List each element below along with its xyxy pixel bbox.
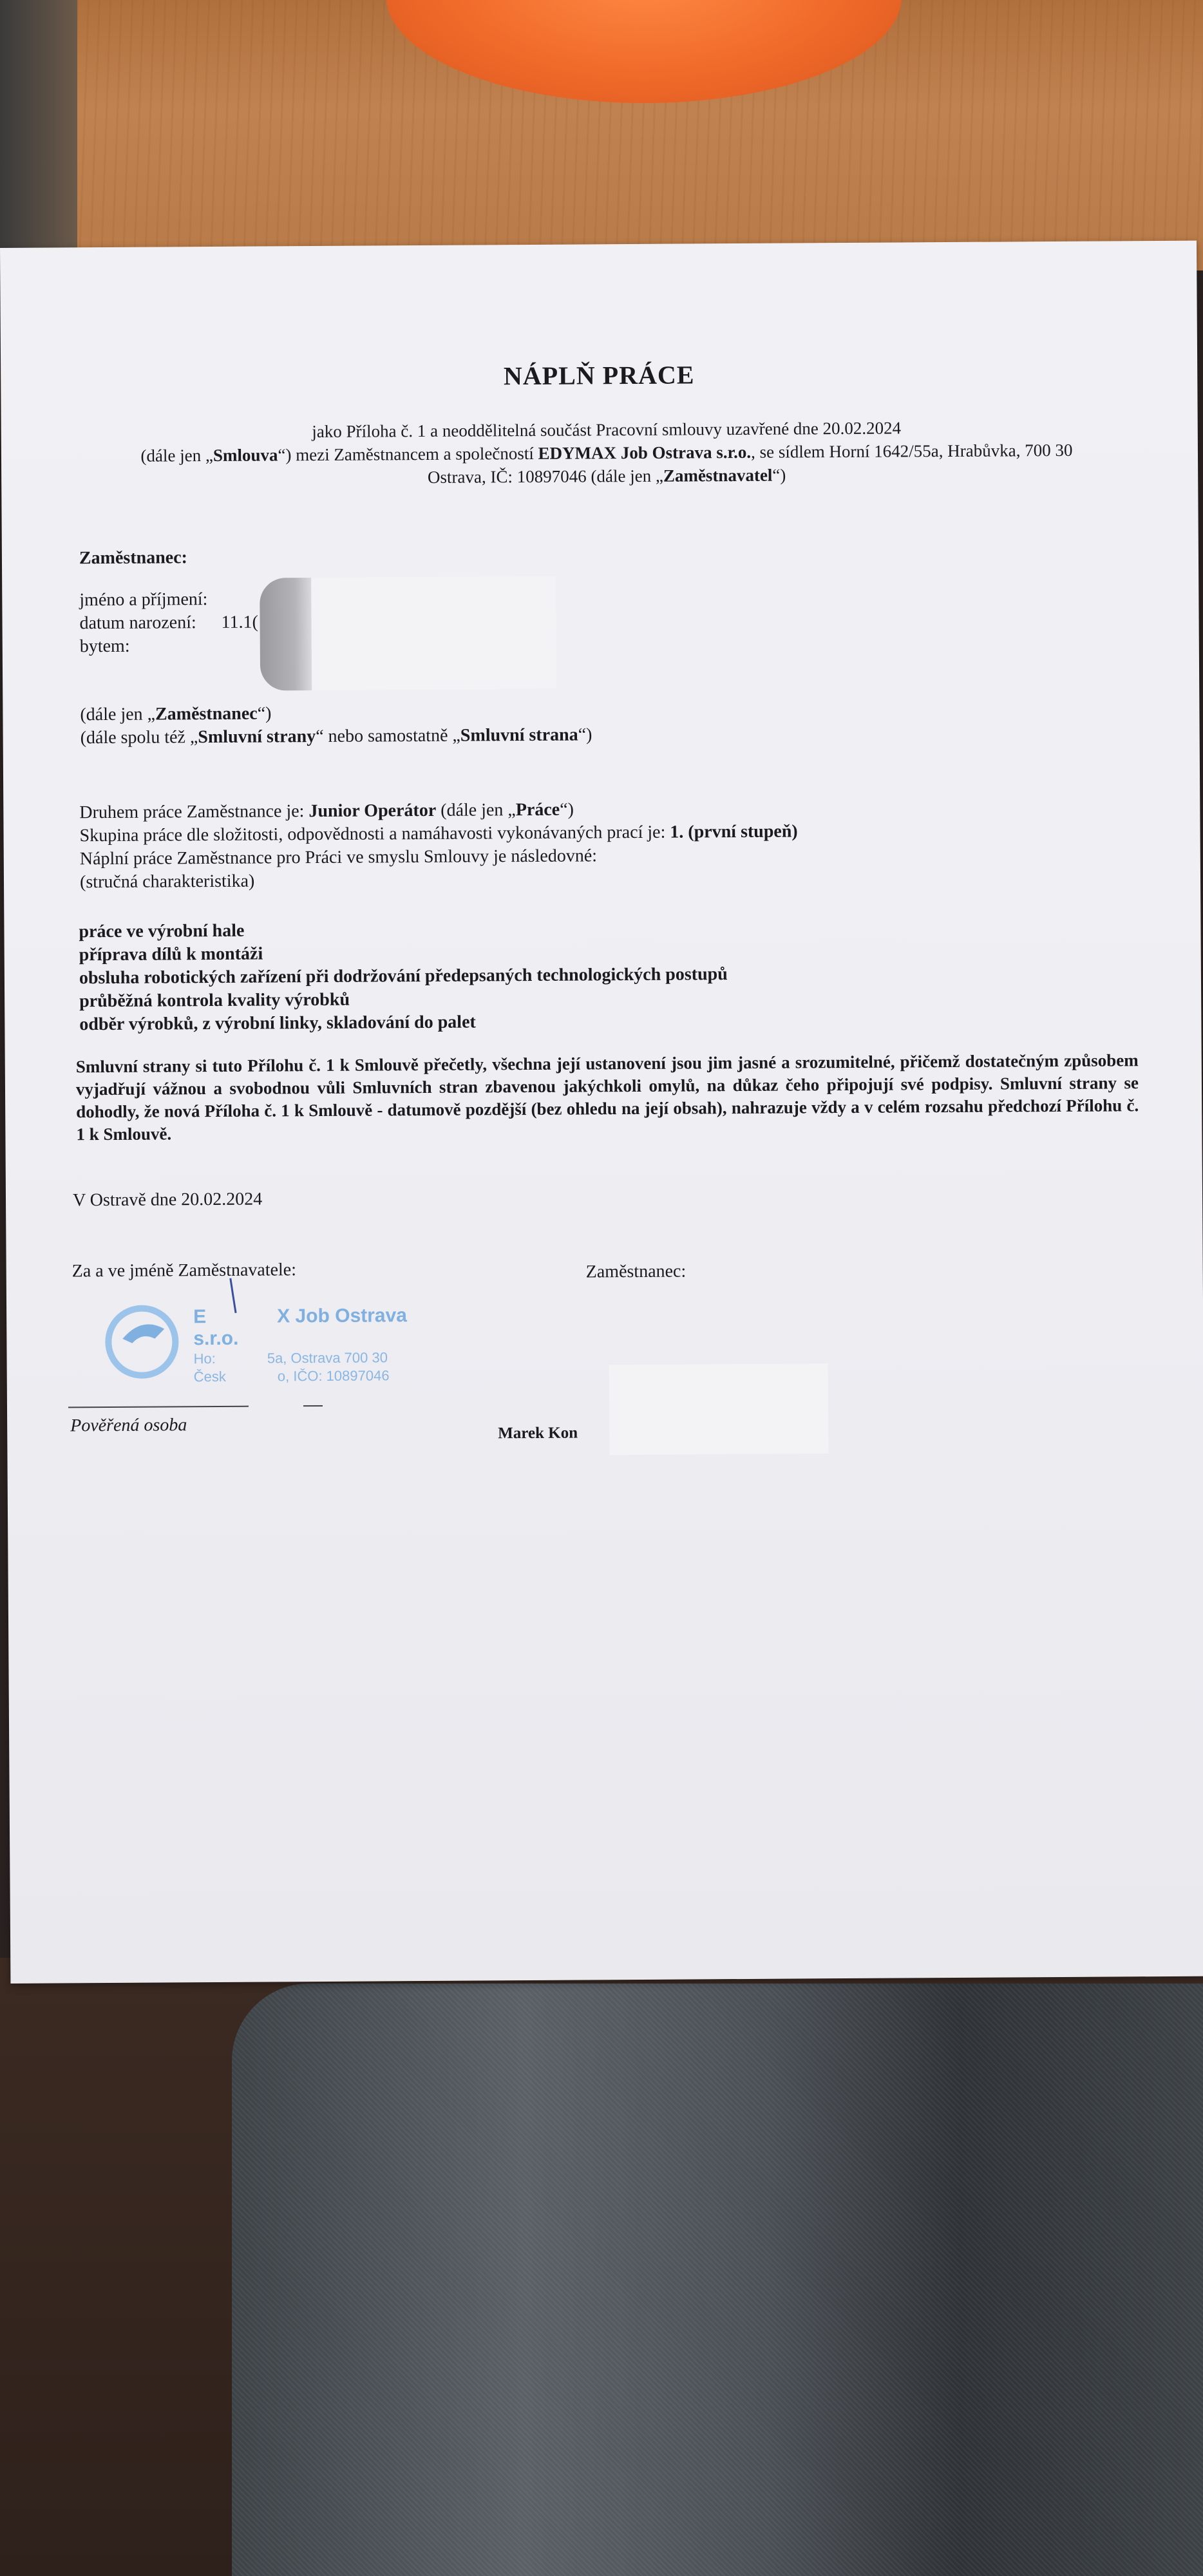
intro-text: Ostrava, IČ: 10897046 (dále jen „: [427, 466, 663, 487]
stamp-address: [193, 1349, 438, 1368]
company-stamp: [103, 1302, 439, 1387]
employee-alias: [80, 702, 271, 726]
duty-item: obsluha robotických zařízení při dodržování předepsaných technologických postupů: [79, 964, 728, 989]
stamp-name-part: X Job Ostrava s.r.o.: [193, 1305, 408, 1350]
alias-text: “ nebo samostatně „: [316, 725, 460, 747]
intro-zamestnavatel: Zaměstnavatel: [663, 465, 773, 486]
employer-signature-line: [68, 1406, 249, 1408]
place-date: V Ostravě dne 20.02.2024: [72, 1189, 263, 1211]
job-type-line: [79, 799, 574, 825]
duty-item: příprava dílů k montáži: [79, 943, 263, 965]
alias-text: “): [257, 703, 272, 724]
employer-sign-label: Za a ve jméně Zaměstnavatele:: [71, 1260, 297, 1282]
stamp-ico: [194, 1367, 439, 1386]
stamp-line-part: Česk: [193, 1368, 226, 1385]
redaction: [609, 1363, 829, 1455]
employee-sign-label: Zaměstnanec:: [585, 1261, 687, 1282]
job-text: “): [560, 799, 574, 820]
alias-smluvni-strana: Smluvní strana: [460, 724, 578, 746]
alias-text: (dále spolu též „: [80, 727, 198, 748]
parties-alias: [81, 723, 592, 750]
stamp-text: [193, 1305, 439, 1386]
alias-smluvni-strany: Smluvní strany: [198, 726, 316, 748]
name-label: jméno a příjmení:: [79, 589, 208, 611]
signature-stroke-icon: [225, 1277, 245, 1316]
signature-line-fragment: [303, 1405, 323, 1406]
intro-address: , se sídlem Horní 1642/55a, Hrabůvka, 700 30: [750, 440, 1073, 462]
job-title: Junior Operátor: [308, 800, 437, 822]
duty-item: práce ve výrobní hale: [79, 920, 245, 942]
intro-line-1: jako Příloha č. 1 a neoddělitelná součást Pracovní smlouvy uzavřené dne 20.02.2024: [312, 418, 902, 442]
intro-text: (dále jen „: [140, 445, 214, 466]
job-text: (dále jen „: [436, 800, 516, 820]
closing-paragraph: Smluvní strany si tuto Přílohu č. 1 k Smlouvě přečetly, všechna její ustanovení jsou jim jasné a srozumitelné, přičemž dostatečným způsobem vyjadřují vážnou a svobodnou vůli Smluvních stran zbavenou jakýchkoli omylů, na důkaz čeho připojují své podpisy. Smluvní strany se dohodly, že nová Příloha č. 1 k Smlouvě - datumově pozdější (bez ohledu na její obsah), nahrazuje vždy a v celém rozsahu předchozí Přílohu č. 1 k Smlouvě.: [75, 1050, 1139, 1144]
intro-text: “): [772, 465, 786, 485]
alias-text: (dále jen „: [80, 704, 156, 725]
duty-item: odběr výrobků, z výrobní linky, skladování do palet: [79, 1012, 476, 1035]
job-group-line: [79, 820, 797, 848]
redaction: [311, 576, 556, 690]
job-text: Druhem práce Zaměstnance je:: [79, 801, 309, 823]
intro-smlouva: Smlouva: [213, 445, 278, 465]
paper-sheet: [0, 241, 1203, 1984]
dob-label: datum narození:: [79, 612, 196, 634]
employee-signatory-name: Marek Kon: [498, 1424, 578, 1443]
document: [0, 241, 1203, 1984]
stamp-line-part: Ho:: [193, 1350, 216, 1367]
alias-text: “): [578, 724, 592, 745]
duty-item: průběžná kontrola kvality výrobků: [79, 989, 350, 1012]
stamp-line-part: 5a, Ostrava 700 30: [267, 1349, 388, 1367]
job-text: Skupina práce dle složitosti, odpovědnosti a namáhavosti vykonávaných prací je:: [79, 822, 670, 846]
stamp-name-part: E: [193, 1306, 207, 1328]
document-title: NÁPLŇ PRÁCE: [503, 360, 695, 391]
jeans-lap: [232, 1984, 1203, 2576]
stamp-line-part: o, IČO: 10897046: [277, 1367, 390, 1385]
address-label: bytem:: [79, 636, 130, 657]
job-prace: Práce: [515, 799, 560, 820]
intro-text: “) mezi Zaměstnancem a společností: [278, 443, 538, 465]
dob-value: 11.1(: [221, 612, 258, 632]
job-group: 1. (první stupeň): [670, 821, 798, 842]
job-content-line: Náplní práce Zaměstnance pro Práci ve smyslu Smlouvy je následovné:: [79, 846, 598, 869]
company-logo-icon: [103, 1303, 181, 1381]
authorized-person: Pověřená osoba: [70, 1415, 187, 1436]
redaction-blur: [260, 578, 318, 691]
intro-paragraph: [85, 415, 1129, 491]
job-characteristic-line: (stručná charakteristika): [79, 871, 255, 893]
alias-zamestnanec: Zaměstnanec: [155, 703, 258, 724]
employee-heading: Zaměstnanec:: [79, 547, 188, 569]
table-shadow: [0, 0, 77, 270]
intro-company: EDYMAX Job Ostrava s.r.o.: [538, 442, 752, 463]
